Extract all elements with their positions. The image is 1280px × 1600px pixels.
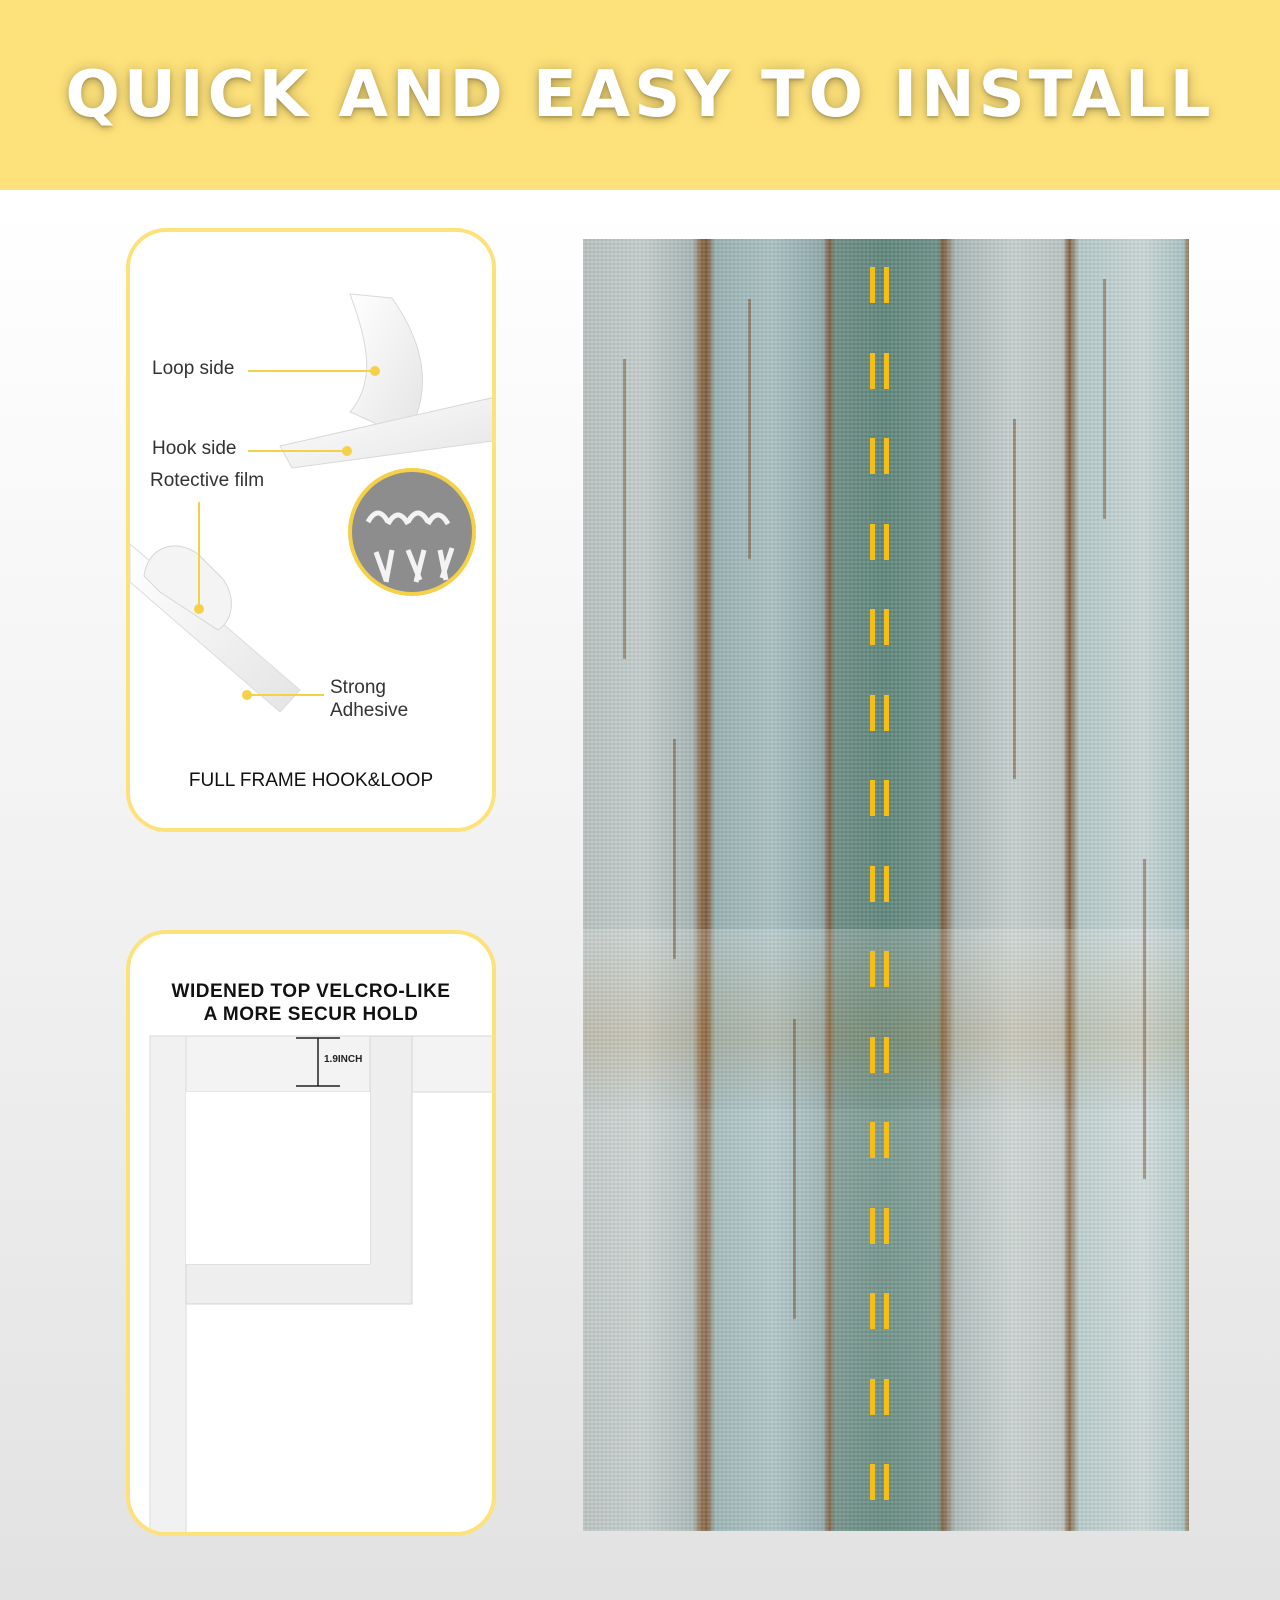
magnet-dash [870,353,875,389]
protective-film-dot [194,604,204,614]
velcro-panel [126,930,496,1536]
magnet-dash [884,524,889,560]
magnet-dash [884,866,889,902]
magnet-dash [870,1464,875,1500]
velcro-title-line-1: WIDENED TOP VELCRO-LIKE [171,981,451,1002]
magnet-dash [870,267,875,303]
loop-side-leader [248,370,376,372]
velcro-frame-illustration [130,934,496,1536]
strong-label: Strong [330,677,386,698]
velcro-title-line-2: A MORE SECUR HOLD [203,1004,419,1025]
magnet-dash [884,353,889,389]
magnet-dash [870,524,875,560]
loop-side-dot [370,366,380,376]
hook-loop-caption: FULL FRAME HOOK&LOOP [188,770,434,791]
hook-side-leader [248,450,348,452]
adhesive-leader [248,694,324,696]
magnet-dash [870,866,875,902]
magnet-dash [870,1122,875,1158]
width-measure-label: 1.9INCH [324,1054,363,1065]
magnet-dash [884,1464,889,1500]
magnet-dash [870,1037,875,1073]
hook-side-dot [342,446,352,456]
magnet-dash [884,1122,889,1158]
magnet-dash [870,609,875,645]
magnet-dash [870,1208,875,1244]
magnet-dash [884,951,889,987]
magnet-dash [870,951,875,987]
magnet-dash [884,695,889,731]
strong-adhesive-label [330,676,408,722]
loop-side-label: Loop side [152,358,235,379]
banner-title: QUICK AND EASY TO INSTALL [65,58,1215,132]
protective-film-label: Rotective film [150,470,265,491]
magnet-dash [884,267,889,303]
hook-loop-strip-illustration [130,232,496,832]
magnetic-screen-curtain-image [583,239,1189,1531]
magnet-dash [870,438,875,474]
magnet-dash [884,438,889,474]
hook-loop-panel [126,228,496,832]
header-banner [0,0,1280,190]
magnet-dash [884,1379,889,1415]
hook-side-label: Hook side [152,438,237,459]
magnet-dash [884,780,889,816]
magnet-dash [870,780,875,816]
magnet-dash [884,1293,889,1329]
magnet-dash [870,1293,875,1329]
adhesive-label: Adhesive [330,700,409,721]
magnet-dash [870,1379,875,1415]
magnet-dash [884,609,889,645]
protective-film-leader [198,502,200,610]
magnet-dash [884,1208,889,1244]
magnet-dash [884,1037,889,1073]
magnet-dash [870,695,875,731]
